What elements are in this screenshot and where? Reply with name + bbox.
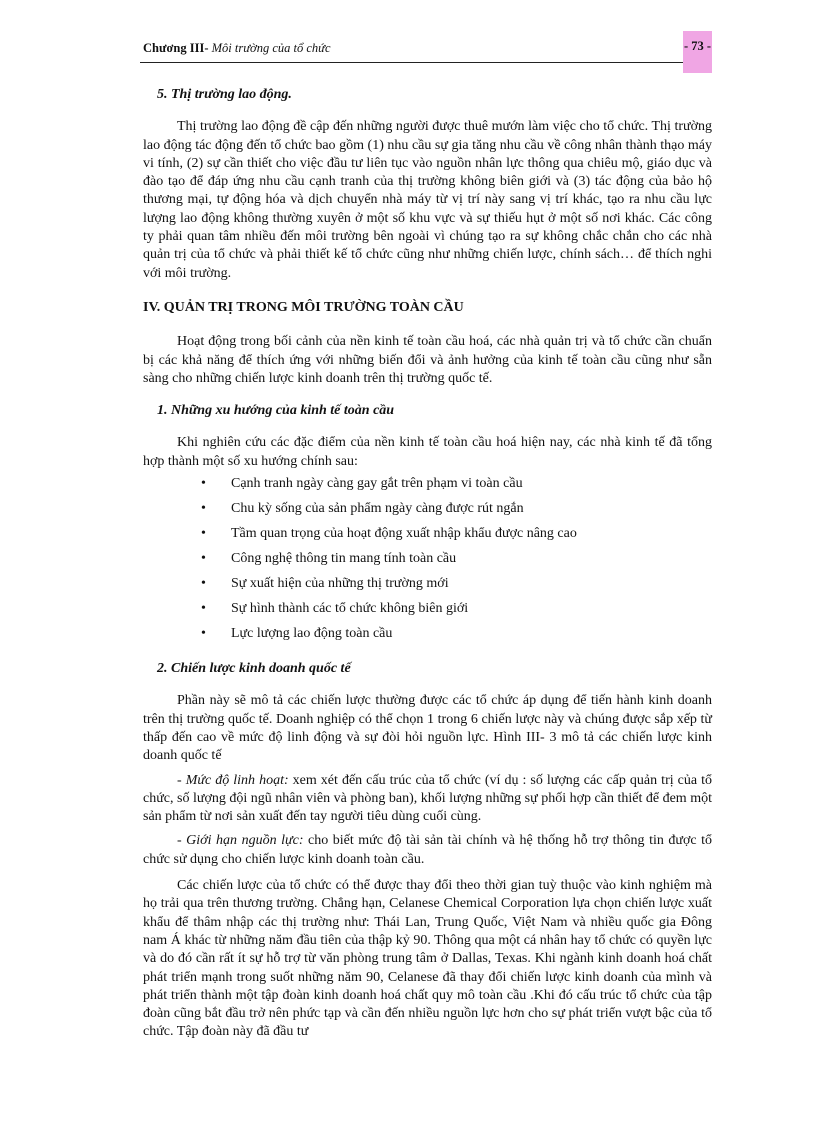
bullet-icon: • xyxy=(201,626,206,642)
bullet-icon: • xyxy=(201,476,206,492)
section-5-heading: 5. Thị trường lao động. xyxy=(157,87,292,102)
flexibility-label: - Mức độ linh hoạt: xyxy=(177,772,289,788)
resource-paragraph: - Giới hạn nguồn lực: cho biết mức độ tài sản tài chính và hệ thống hỗ trợ thông tin được tổ chức sử dụng cho chiến lược kinh doanh toàn cầu. xyxy=(143,833,712,867)
list-item: • Công nghệ thông tin mang tính toàn cầu xyxy=(201,551,457,567)
subsection-1-heading: 1. Những xu hướng của kinh tế toàn cầu xyxy=(157,403,395,419)
bullet-icon: • xyxy=(201,526,206,542)
subsection-2-paragraph-2: Các chiến lược của tổ chức có thể được thay đổi theo thời gian tuỳ thuộc vào kinh nghiệm mà họ trải qua trên thương trường. Chẳng hạn, Celanese Chemical Corporation lựa chọn chiến lược xuất khẩu để thâm nhập các thị trường như: Thái Lan, Trung Quốc, Việt Nam và nhiều quốc gia Đông nam Á khác từ những năm đầu tiên của thập kỷ 90. Thông qua một cá nhân hay tổ chức có quyền lực và do đó cần rất ít sự hỗ trợ từ văn phòng trung tâm ở Dallas, Texas. Khi ngành kinh doanh hoá chất phát triển mạnh trong suốt những năm 90, Celanese đã thay đổi chiến lược kinh doanh của mình và phát triển thành một tập đoàn kinh doanh hoá chất quy mô toàn cầu .Khi đó cấu trúc tổ chức của tập đoàn cũng bắt đầu trở nên phức tạp và cần đến nhiều nguồn lực hơn cho sự phát triển vượt bậc của tổ chức. Tập đoàn này đã đầu tư xyxy=(143,878,712,1040)
list-item: • Sự xuất hiện của những thị trường mới xyxy=(201,576,449,592)
trend-list xyxy=(143,475,712,650)
flexibility-paragraph: - Mức độ linh hoạt: xem xét đến cấu trúc của tổ chức (ví dụ : số lượng các cấp quản trị của tổ chức, số lượng đội ngũ nhân viên và phòng ban), khối lượng những sự phối hợp cần thiết để đem một sản phẩm từ nơi sản xuất đến tay người tiêu dùng cuối cùng. xyxy=(143,772,712,825)
page-body xyxy=(143,86,712,1042)
list-item: • Chu kỳ sống của sản phẩm ngày càng được rút ngắn xyxy=(201,501,524,517)
section-5-paragraph: Thị trường lao động đề cập đến những người được thuê mướn làm việc cho tổ chức. Thị trường lao động tác động đến tổ chức bao gồm (1) nhu cầu sự gia tăng nhu cầu về công nhân thành thạo máy vi tính, (2) sự cần thiết cho việc đầu tư liên tục vào nguồn nhân lực thông qua chiêu mộ, giáo dục và đào tạo để đáp ứng nhu cầu cạnh tranh của thị trường không biên giới và (3) tác động của bảo hộ thương mại, tự động hóa và dịch chuyển nhà máy từ vị trí này sang vị trí khác, tạo ra nhu cầu lực lượng lao động không thường xuyên ở một số khu vực và sự thiếu hụt ở một số nơi khác. Các công ty phải quan tâm nhiều đến môi trường bên ngoài vì chúng tạo ra sự không chắc chắn cho các nhà quản trị của tổ chức và phải thiết kế tổ chức cũng như những chiến lược, chính sách… để thích nghi với môi trường. xyxy=(143,119,712,281)
section-iv-heading: IV. QUẢN TRỊ TRONG MÔI TRƯỜNG TOÀN CẦU xyxy=(143,299,464,315)
subsection-2-heading: 2. Chiến lược kinh doanh quốc tế xyxy=(157,661,351,677)
bullet-icon: • xyxy=(201,576,206,592)
subsection-2-paragraph-1: Phần này sẽ mô tả các chiến lược thường được các tổ chức áp dụng để tiến hành kinh doanh trên thị trường quốc tế. Doanh nghiệp có thể chọn 1 trong 6 chiến lược này và chúng được sắp xếp từ thấp đến cao về mức độ linh động và sự đòi hỏi nguồn lực. Hình III- 3 mô tả các chiến lược kinh doanh quốc tế xyxy=(143,693,712,764)
page-header xyxy=(143,41,683,56)
section-iv-paragraph: Hoạt động trong bối cảnh của nền kinh tế toàn cầu hoá, các nhà quản trị và tổ chức cần chuẩn bị các khả năng để thích ứng với những biến đổi và ảnh hưởng của kinh tế toàn cầu cũng như sẵn sàng cho những chiến lược kinh doanh trên thị trường quốc tế. xyxy=(143,334,712,386)
list-item: • Cạnh tranh ngày càng gay gắt trên phạm vi toàn cầu xyxy=(201,476,523,492)
list-item: • Sự hình thành các tổ chức không biên giới xyxy=(201,601,469,617)
list-item: • Lực lượng lao động toàn cầu xyxy=(201,626,393,642)
bullet-icon: • xyxy=(201,601,206,617)
bullet-icon: • xyxy=(201,501,206,517)
subsection-1-paragraph: Khi nghiên cứu các đặc điểm của nền kinh tế toàn cầu hoá hiện nay, các nhà kinh tế đã tổng hợp thành một số xu hướng chính sau: xyxy=(143,435,712,469)
page-number-badge: - 73 - xyxy=(683,31,712,73)
chapter-label: Chương III- xyxy=(143,41,209,55)
bullet-icon: • xyxy=(201,551,206,567)
resource-label: - Giới hạn nguồn lực: xyxy=(177,833,304,849)
header-divider xyxy=(140,62,685,63)
chapter-title: Môi trường của tổ chức xyxy=(211,41,331,55)
list-item: • Tầm quan trọng của hoạt động xuất nhập khẩu được nâng cao xyxy=(201,526,577,542)
